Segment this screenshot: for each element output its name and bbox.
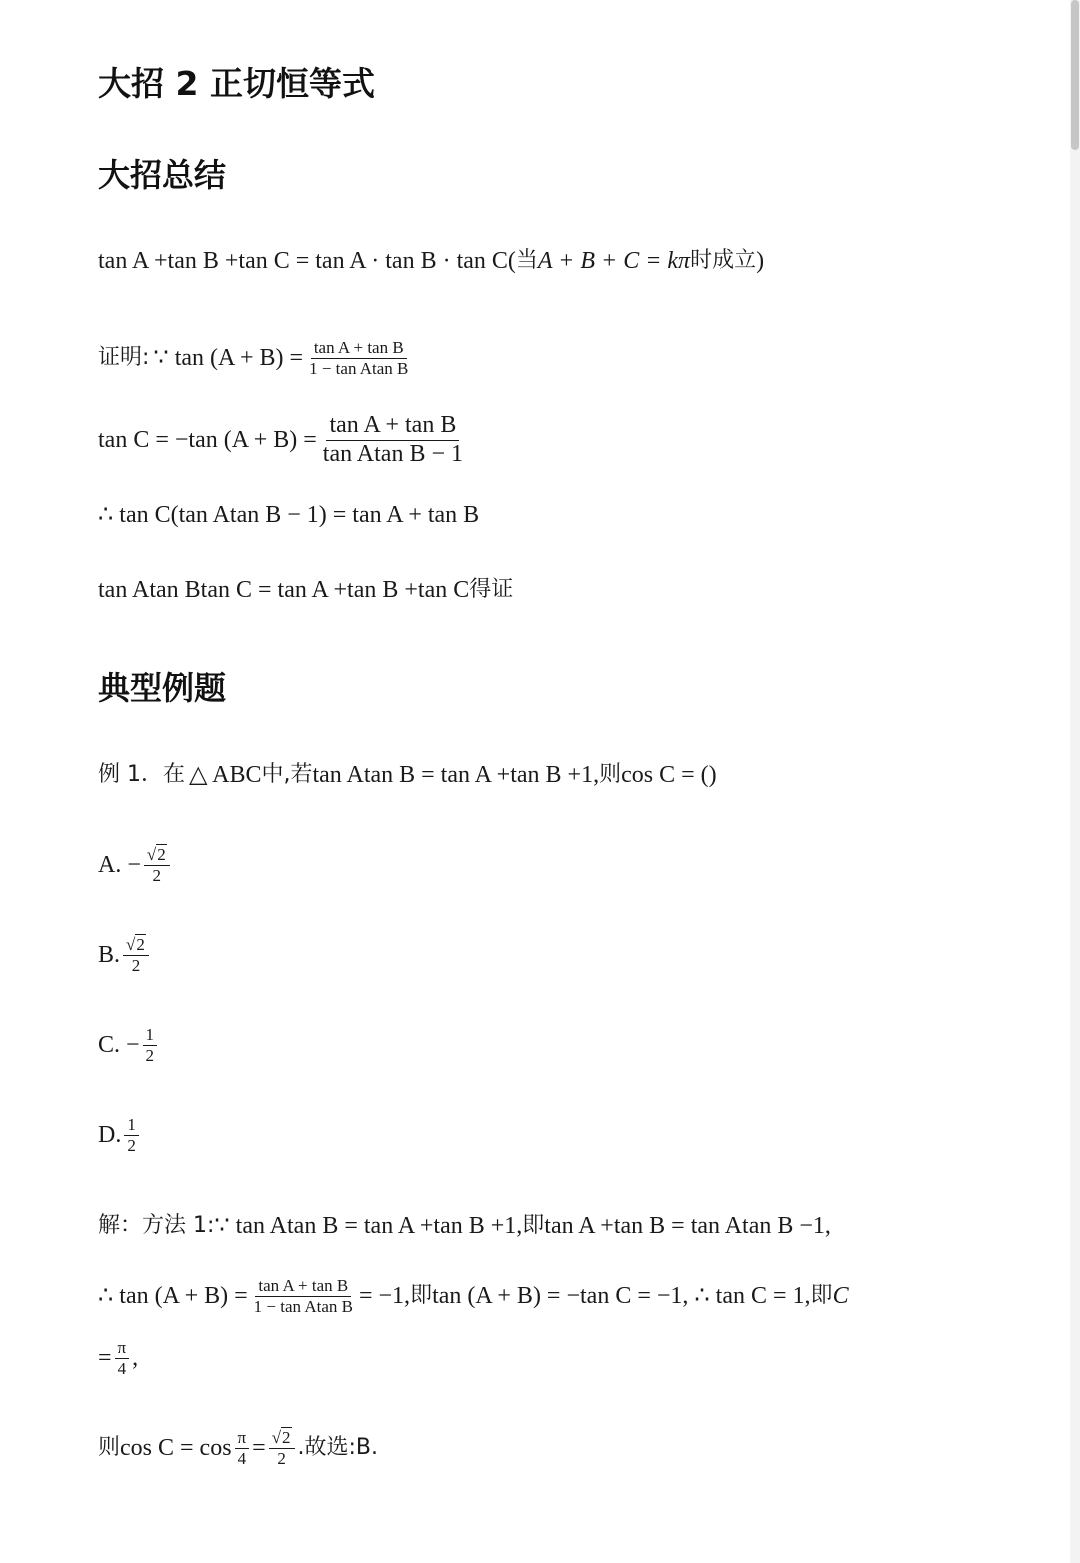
solution-line-2-cjk-2: 即 <box>810 1283 833 1309</box>
solution-line-4-math: cos C = cos <box>120 1435 232 1462</box>
fraction-numerator: √2 <box>144 845 170 866</box>
option-b <box>98 935 152 975</box>
fraction-denominator: 2 <box>145 1045 155 1065</box>
fraction-denominator: 1 − tan Atan B <box>309 358 409 378</box>
solution-line-1 <box>98 1211 831 1241</box>
fraction-numerator: √2 <box>123 935 149 956</box>
solution-line-3-prefix: = <box>98 1345 112 1372</box>
fraction-numerator: tan A + tan B <box>326 412 459 441</box>
example-1-label: 例 1．在 <box>98 762 185 787</box>
page-title: 大招 2 正切恒等式 <box>98 64 375 103</box>
proof-line-4-cjk: 得证 <box>469 577 514 602</box>
proof-line-1-prefix: ∵ tan (A + B) = <box>153 345 304 372</box>
scrollbar-thumb[interactable] <box>1071 0 1079 150</box>
solution-line-1-math: ∵ tan Atan B = tan A +tan B +1, <box>214 1213 523 1239</box>
formula-condition-math: A + B + C = kπ <box>537 248 691 274</box>
option-a-label: A. − <box>98 852 141 879</box>
example-1-cjk-1: 中,若 <box>261 762 313 787</box>
fraction-denominator: 2 <box>131 955 141 975</box>
solution-line-3-suffix: , <box>132 1345 139 1372</box>
solution-line-2 <box>98 1276 849 1316</box>
option-b-fraction <box>123 935 149 975</box>
solution-line-3-fraction <box>115 1338 130 1378</box>
solution-line-2-prefix: ∴ tan (A + B) = <box>98 1283 248 1310</box>
solution-line-1-cjk: 即 <box>522 1213 545 1238</box>
solution-line-2-end: C <box>832 1283 849 1310</box>
solution-line-2-rest: tan (A + B) = −tan C = −1, ∴ tan C = 1, <box>432 1283 811 1310</box>
example-1-question <box>98 760 717 790</box>
fraction-numerator: √2 <box>269 1428 295 1449</box>
proof-line-1 <box>98 338 414 378</box>
formula-condition-cjk-2: 时成立 <box>690 248 757 273</box>
solution-line-3 <box>98 1338 138 1378</box>
example-1-cjk-2: 则 <box>599 762 622 787</box>
formula-condition-cjk-1: 当 <box>515 248 538 273</box>
formula-lhs: tan A +tan B +tan C = tan A · tan B · tan C( <box>98 248 516 274</box>
proof-line-3 <box>98 500 479 530</box>
example-1-math-2: cos C = () <box>621 762 717 788</box>
proof-line-3-text: ∴ tan C(tan Atan B − 1) = tan A + tan B <box>98 502 480 528</box>
fraction-numerator: π <box>235 1428 250 1449</box>
fraction-numerator: 1 <box>143 1025 158 1046</box>
option-c <box>98 1025 160 1065</box>
fraction-denominator: 4 <box>237 1448 247 1468</box>
proof-line-4-math: tan Atan Btan C = tan A +tan B +tan C <box>98 577 470 603</box>
fraction-denominator: 2 <box>127 1135 136 1155</box>
proof-label: 证明: <box>98 345 150 371</box>
examples-heading: 典型例题 <box>98 669 227 707</box>
proof-line-2 <box>98 412 469 468</box>
option-a-fraction <box>144 845 170 885</box>
fraction-denominator: 1 − tan Atan B <box>253 1296 353 1316</box>
example-1-math-1: tan Atan B = tan A +tan B +1, <box>312 762 600 788</box>
fraction-numerator: π <box>115 1338 130 1359</box>
solution-line-2-cjk: 即 <box>410 1283 433 1309</box>
fraction-denominator: 2 <box>277 1448 286 1468</box>
solution-line-4-result-fraction <box>269 1428 295 1468</box>
fraction-numerator: tan A + tan B <box>255 1276 351 1297</box>
solution-line-4 <box>98 1428 378 1468</box>
formula-close: ) <box>756 248 765 274</box>
proof-line-4 <box>98 575 513 605</box>
summary-heading: 大招总结 <box>98 156 227 194</box>
vertical-scrollbar[interactable] <box>1070 0 1080 1563</box>
fraction-denominator: tan Atan B − 1 <box>322 440 463 467</box>
option-a <box>98 845 173 885</box>
solution-line-4-eq: = <box>252 1435 266 1462</box>
example-1-triangle: △ ABC <box>189 762 262 788</box>
solution-line-1-math-2: tan A +tan B = tan Atan B −1, <box>544 1213 831 1239</box>
option-d-label: D. <box>98 1122 122 1149</box>
option-c-label: C. − <box>98 1032 140 1059</box>
fraction-numerator: 1 <box>124 1115 139 1136</box>
solution-label: 解：方法 1: <box>98 1213 215 1238</box>
proof-line-2-prefix: tan C = −tan (A + B) = <box>98 427 317 454</box>
proof-line-1-fraction <box>306 338 411 378</box>
solution-line-2-mid: = −1, <box>358 1283 411 1310</box>
solution-line-4-cjk-2: .故选:B. <box>297 1435 379 1461</box>
option-b-label: B. <box>98 942 121 969</box>
option-c-fraction <box>143 1025 158 1065</box>
option-d-fraction <box>124 1115 139 1155</box>
fraction-numerator: tan A + tan B <box>311 338 407 359</box>
solution-line-4-cjk: 则 <box>98 1435 121 1461</box>
fraction-denominator: 4 <box>117 1358 127 1378</box>
solution-line-4-fraction <box>235 1428 250 1468</box>
fraction-denominator: 2 <box>152 865 162 885</box>
proof-line-2-fraction <box>320 412 466 468</box>
identity-formula <box>98 246 764 276</box>
solution-line-2-fraction <box>251 1276 356 1316</box>
option-d <box>98 1115 142 1155</box>
